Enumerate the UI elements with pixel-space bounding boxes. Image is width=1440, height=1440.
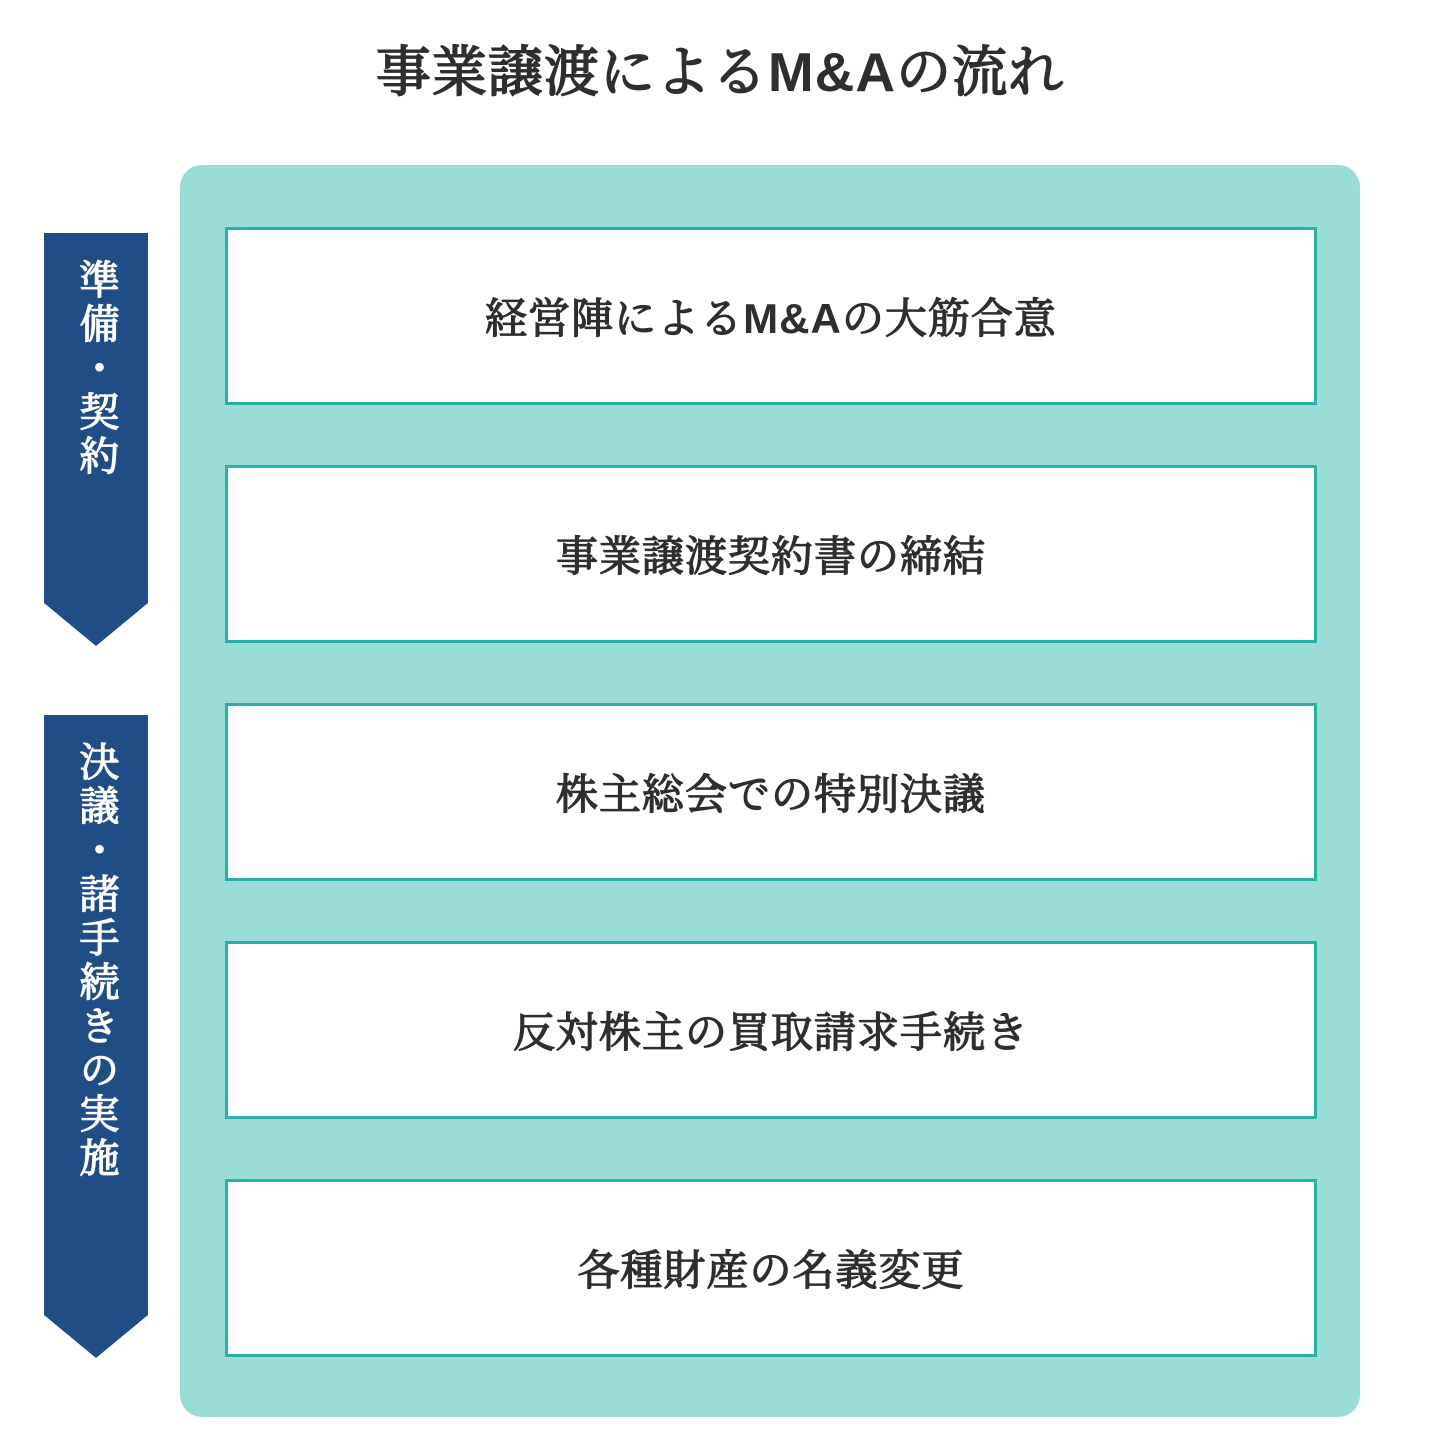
step-label: 事業譲渡契約書の締結 [555,533,986,580]
step-list [225,227,1317,1357]
step-box [225,941,1317,1119]
phase-label: 準備・契約 [74,259,118,479]
phase-arrow-preparation [44,233,148,603]
step-label: 株主総会での特別決議 [555,771,986,818]
phase-arrow-execution [44,715,148,1315]
flow-panel [180,165,1360,1417]
page-title: 事業譲渡によるM&Aの流れ [375,41,1065,103]
step-box [225,1179,1317,1357]
step-label: 各種財産の名義変更 [577,1247,965,1294]
step-box [225,703,1317,881]
step-label: 経営陣によるM&Aの大筋合意 [485,295,1057,342]
step-box [225,465,1317,643]
phase-label: 決議・諸手続きの実施 [74,741,118,1181]
step-box [225,227,1317,405]
step-label: 反対株主の買取請求手続き [512,1009,1029,1056]
